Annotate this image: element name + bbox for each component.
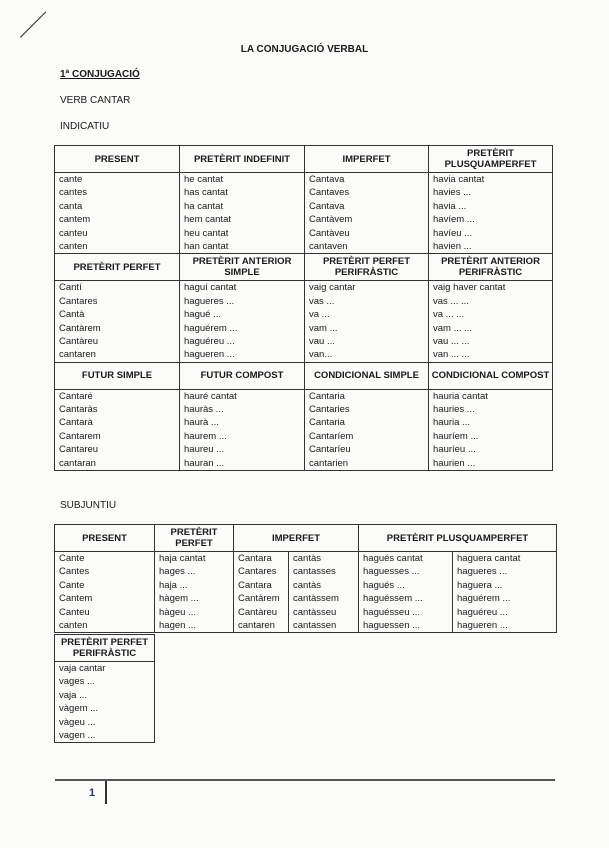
indicative-table: [54, 145, 553, 471]
conjugation-column: [180, 281, 305, 362]
conjugation-form: haguéreu ...: [457, 606, 508, 618]
conjugation-form: canten: [59, 619, 88, 631]
conjugation-form: van...: [309, 349, 333, 361]
conjugation-column: [234, 552, 289, 633]
conjugation-form: havia cantat: [433, 174, 485, 185]
conjugation-form: haguérem ...: [457, 593, 511, 605]
conjugation-form: cante: [59, 174, 83, 185]
forms-row: [55, 173, 553, 254]
conjugation-form: cantassen: [293, 619, 337, 631]
page-number: 1: [89, 787, 96, 799]
conjugation-form: Cantares: [59, 295, 98, 307]
conjugation-form: Cantàreu: [59, 335, 99, 347]
header-row: [55, 525, 557, 552]
conjugation-form: canteu: [59, 227, 88, 239]
tense-header: PRETÈRIT ANTERIOR PERIFRÀSTIC: [429, 254, 553, 281]
conjugation-form: Cantava: [309, 200, 345, 212]
conjugation-form: Cantava: [309, 174, 345, 185]
conjugation-form: havia ...: [433, 200, 467, 212]
conjugation-form: hagueres ...: [184, 295, 235, 307]
conjugation-column: [180, 173, 305, 254]
conjugation-form: vam ... ...: [433, 322, 473, 334]
conjugation-column: [55, 662, 155, 743]
tense-header: FUTUR SIMPLE: [55, 362, 180, 389]
conjugation-form: vaja ...: [59, 689, 87, 701]
conjugation-form: cantaren: [59, 349, 96, 361]
conjugation-form: haguésseu ...: [363, 606, 421, 618]
conjugation-form: Cantareu: [59, 444, 99, 456]
conjugation-form: ha cantat: [184, 200, 224, 212]
tense-header: PRETÈRIT ANTERIOR SIMPLE: [180, 254, 305, 281]
conjugation-form: hagueres ...: [457, 566, 508, 578]
subjunctive-table: [54, 524, 557, 633]
conjugation-column: [305, 389, 429, 470]
forms-row: [55, 281, 553, 362]
verb-label: VERB CANTAR: [60, 95, 131, 106]
conjugation-form: cantasses: [293, 566, 336, 578]
conjugation-form: havien ...: [433, 240, 472, 252]
conjugation-form: haguí cantat: [184, 282, 237, 294]
header-row: [55, 254, 553, 281]
conjugation-form: Cantaríeu: [309, 444, 351, 456]
tense-header: PRESENT: [55, 146, 180, 173]
forms-row: [55, 662, 155, 743]
conjugation-form: haureu ...: [184, 444, 225, 456]
header-row: [55, 146, 553, 173]
mood-subjunctive-label: SUBJUNTIU: [60, 500, 117, 511]
conjugation-form: haja ...: [159, 579, 188, 591]
conjugation-form: vaig cantar: [309, 282, 356, 294]
conjugation-form: heu cantat: [184, 227, 229, 239]
conjugation-form: hauríeu ...: [433, 444, 476, 456]
conjugation-column: [305, 173, 429, 254]
conjugation-column: [289, 552, 359, 633]
conjugation-form: Cantaries: [309, 404, 350, 416]
conjugation-form: cantàsseu: [293, 606, 337, 618]
pen-stroke-mark: [20, 12, 46, 38]
conjugation-form: cantem: [59, 214, 91, 226]
conjugation-form: vaja cantar: [59, 663, 106, 674]
conjugation-form: haguera ...: [457, 579, 503, 591]
conjugation-form: haguéreu ...: [184, 335, 235, 347]
conjugation-column: [155, 552, 234, 633]
tense-header: PRETÈRIT PERFET PERIFRÀSTIC: [55, 635, 155, 662]
conjugation-form: van ... ...: [433, 349, 470, 361]
conjugation-form: has cantat: [184, 187, 228, 199]
forms-row: [55, 389, 553, 470]
conjugation-form: haguessen ...: [363, 619, 421, 631]
conjugation-form: haja cantat: [159, 553, 206, 564]
conjugation-form: Cantaríem: [309, 430, 354, 442]
conjugation-form: cantarien: [309, 457, 349, 469]
conjugation-form: vas ...: [309, 295, 335, 307]
conjugation-form: vas ... ...: [433, 295, 469, 307]
conjugation-form: hagués ...: [363, 579, 405, 591]
conjugation-form: Cantí: [59, 282, 82, 294]
conjugation-form: havies ...: [433, 187, 472, 199]
conjugation-form: hauràs ...: [184, 404, 224, 416]
conjugation-form: hàgem ...: [159, 593, 199, 605]
conjugation-column: [429, 281, 553, 362]
conjugation-form: hagués cantat: [363, 553, 423, 564]
conjugation-form: hauré cantat: [184, 390, 237, 402]
conjugation-form: hauran ...: [184, 457, 225, 469]
conjugation-form: canta: [59, 200, 83, 212]
conjugation-form: Cantàvem: [309, 214, 353, 226]
conjugation-form: hages ...: [159, 566, 196, 578]
conjugation-form: Cantem: [59, 593, 93, 605]
conjugation-form: cantaren: [238, 619, 275, 631]
conjugation-form: hem cantat: [184, 214, 231, 226]
conjugation-column: [359, 552, 453, 633]
conjugation-form: Cantàrem: [238, 593, 280, 605]
conjugation-form: he cantat: [184, 174, 224, 185]
conjugation-form: Cantara: [238, 579, 272, 591]
conjugation-form: Cantà: [59, 309, 85, 321]
tense-header: IMPERFET: [305, 146, 429, 173]
conjugation-form: Cante: [59, 579, 85, 591]
conjugation-form: Cantarà: [59, 417, 93, 429]
conjugation-form: hauríem ...: [433, 430, 479, 442]
tense-header: CONDICIONAL COMPOST: [429, 362, 553, 389]
conjugation-form: Cantàveu: [309, 227, 350, 239]
conjugation-form: canten: [59, 240, 88, 252]
tense-header: PRETÈRIT PERFET: [55, 254, 180, 281]
conjugation-form: haurà ...: [184, 417, 219, 429]
tense-header: PRESENT: [55, 525, 155, 552]
conjugation-form: Cantàrem: [59, 322, 101, 334]
tense-header: PRETÈRIT PLUSQUAMPERFET: [359, 525, 557, 552]
conjugation-form: vau ...: [309, 335, 335, 347]
conjugation-form: haguérem ...: [184, 322, 238, 334]
footer-divider: [105, 781, 107, 804]
footer-rule: [55, 779, 555, 781]
conjugation-form: Cantaves: [309, 187, 350, 199]
conjugation-form: vàgeu ...: [59, 716, 96, 728]
conjugation-form: cantàs: [293, 579, 321, 591]
conjugation-form: vam ...: [309, 322, 338, 334]
conjugation-form: vages ...: [59, 676, 95, 688]
conjugation-form: cantàs: [293, 553, 321, 564]
tense-header: PRETÈRIT INDEFINIT: [180, 146, 305, 173]
conjugation-form: cantes: [59, 187, 87, 199]
conjugation-form: haguera cantat: [457, 553, 521, 564]
conjugation-form: Cantes: [59, 566, 90, 578]
header-row: [55, 362, 553, 389]
tense-header: PRETÈRIT PERFET PERIFRÀSTIC: [305, 254, 429, 281]
conjugation-form: hàgeu ...: [159, 606, 196, 618]
conjugation-form: havíeu ...: [433, 227, 473, 239]
conjugation-column: [429, 389, 553, 470]
conjugation-form: havíem ...: [433, 214, 475, 226]
conjugation-form: Cantara: [238, 553, 272, 564]
conjugation-form: han cantat: [184, 240, 229, 252]
conjugation-column: [55, 173, 180, 254]
conjugation-form: va ... ...: [433, 309, 465, 321]
conjugation-form: haguesses ...: [363, 566, 420, 578]
document-title: LA CONJUGACIÓ VERBAL: [240, 44, 369, 55]
conjugation-form: haguéssem ...: [363, 593, 423, 605]
conjugation-form: hagen ...: [159, 619, 196, 631]
conjugation-form: hauries ...: [433, 404, 475, 416]
conjugation-column: [55, 552, 155, 633]
conjugation-form: Cantarem: [59, 430, 101, 442]
mood-indicative-label: INDICATIU: [60, 121, 110, 132]
conjugation-form: Cantàreu: [238, 606, 278, 618]
conjugation-form: hauria cantat: [433, 390, 488, 402]
conjugation-form: Cantaré: [59, 390, 93, 402]
conjugation-form: cantaven: [309, 240, 348, 252]
conjugation-form: vau ... ...: [433, 335, 470, 347]
conjugation-column: [180, 389, 305, 470]
conjugation-form: cantàssem: [293, 593, 339, 605]
conjugation-column: [429, 173, 553, 254]
conjugation-form: hagueren ...: [184, 349, 235, 361]
conjugation-form: Cantaràs: [59, 404, 98, 416]
tense-header: IMPERFET: [234, 525, 359, 552]
conjugation-form: haurien ...: [433, 457, 476, 469]
header-row: [55, 635, 155, 662]
conjugation-form: Canteu: [59, 606, 90, 618]
subjunctive-periphrastic-table: [54, 634, 155, 743]
conjugation-form: Cante: [59, 553, 85, 564]
tense-header: FUTUR COMPOST: [180, 362, 305, 389]
conjugation-form: Cantares: [238, 566, 277, 578]
conjugation-form: vàgem ...: [59, 703, 99, 715]
conjugation-form: Cantaria: [309, 390, 345, 402]
conjugation-form: cantaran: [59, 457, 96, 469]
conjugation-column: [55, 389, 180, 470]
conjugation-form: hauria ...: [433, 417, 470, 429]
tense-header: CONDICIONAL SIMPLE: [305, 362, 429, 389]
conjugation-form: haurem ...: [184, 430, 227, 442]
tense-header: PRETÈRIT PLUSQUAMPERFET: [429, 146, 553, 173]
conjugation-column: [305, 281, 429, 362]
conjugation-form: vaig haver cantat: [433, 282, 506, 294]
conjugation-form: va ...: [309, 309, 330, 321]
conjugation-form: hagué ...: [184, 309, 221, 321]
tense-header: PRETÈRIT PERFET: [155, 525, 234, 552]
conjugation-form: hagueren ...: [457, 619, 508, 631]
conjugation-column: [453, 552, 557, 633]
conjugation-column: [55, 281, 180, 362]
forms-row: [55, 552, 557, 633]
section-heading: 1ª CONJUGACIÓ: [60, 69, 140, 80]
conjugation-form: Cantaria: [309, 417, 345, 429]
conjugation-form: vagen ...: [59, 729, 96, 741]
